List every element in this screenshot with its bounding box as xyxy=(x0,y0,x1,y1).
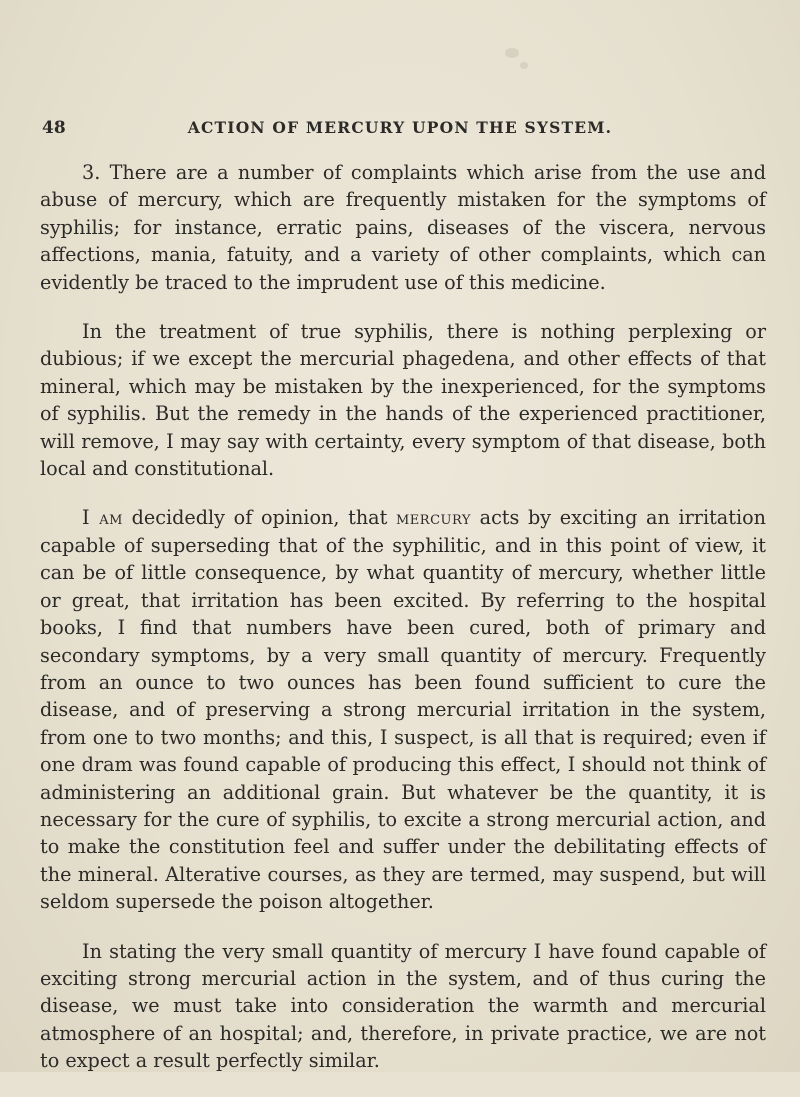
paragraph-3-text-a: decidedly of opinion, that xyxy=(122,506,396,530)
paragraph-4: In stating the very small quantity of mercury I have found capable of exciting strong mercurial action in the system, and of thus curing the disease, we must take into consideration the warmth and mercurial atmosphere of an hospital; and, therefore, in private practice, we are not to expect a result perfectly similar. xyxy=(40,939,766,1073)
page-number: 48 xyxy=(42,118,66,138)
paragraph-3 xyxy=(40,504,766,915)
paper-stain xyxy=(520,62,528,69)
paragraph-1: 3. There are a number of complaints which arise from the use and abuse of mercury, which are frequently mistaken for the symptoms of syphilis; for instance, erratic pains, diseases of the viscera, nervous affections, mania, fatuity, and a variety of other complaints, which can evidently be traced to the imprudent use of this medicine. xyxy=(40,161,766,294)
body-text xyxy=(40,159,766,1097)
paragraph-3-text-b: acts by exciting an irritation capable of superseding that of the syphilitic, and in this point of view, it can be of little consequence, by what quantity of mercury, whether little or great, that irritation has been excited. By referring to the hospital books, I find that numbers have been cured, both of primary and secondary symptoms, by a very small quantity of mercury. Frequently from an ounce to two ounces has been found sufficient to cure the disease, and of preserving a strong mercurial irritation in the system, from one to two months; and this, I suspect, is all that is required; even if one dram was found capable of producing this effect, I should not think of administering an additional grain. But whatever be the quantity, it is necessary for the cure of syphilis, to excite a strong mercurial action, and to make the constitution feel and suffer under the debilitating effects of the mineral. Alterative courses, as they are termed, may suspend, but will seldom supersede the poison altogether. xyxy=(40,506,766,914)
paragraph-3-lead: I am xyxy=(82,506,123,530)
paper-stain xyxy=(505,48,519,58)
running-title: ACTION OF MERCURY UPON THE SYSTEM. xyxy=(187,118,613,137)
paragraph-3-mercury: mercury xyxy=(396,506,471,530)
paragraph-2: In the treatment of true syphilis, there is nothing perplexing or dubious; if we except the mercurial phagedena, and other effects of that mineral, which may be mistaken by the inexperienced, for the symptoms of syphilis. But the remedy in the hands of the experienced practitioner, will remove, I may say with certainty, every symptom of that disease, both local and constitutional. xyxy=(40,320,766,481)
